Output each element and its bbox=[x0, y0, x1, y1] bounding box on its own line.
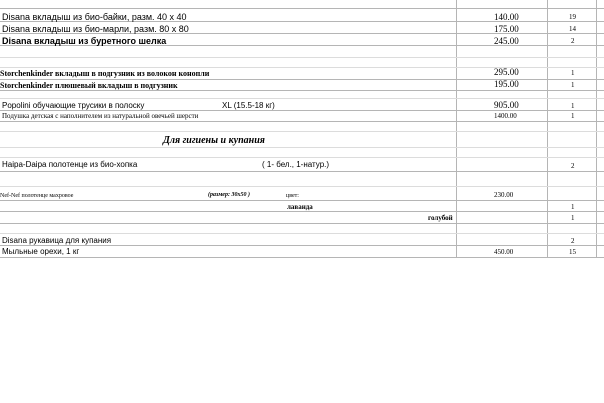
product-name: Haipa-Daipa полотенце из био-хопка bbox=[2, 160, 138, 169]
quantity: 2 bbox=[571, 162, 575, 170]
size-label: XL (15.5-18 кг) bbox=[222, 101, 275, 110]
row-line bbox=[0, 122, 604, 132]
row-line bbox=[0, 91, 604, 99]
product-name: Disana вкладыш из буретного шелка bbox=[2, 36, 167, 46]
color-option: лаванда bbox=[287, 203, 313, 211]
price: 1400.00 bbox=[494, 112, 517, 120]
quantity: 15 bbox=[569, 248, 576, 256]
quantity: 1 bbox=[571, 203, 575, 211]
row-line bbox=[0, 224, 604, 234]
price: 295.00 bbox=[494, 67, 519, 77]
row-line bbox=[0, 212, 604, 224]
price: 195.00 bbox=[494, 79, 519, 89]
row-line bbox=[0, 187, 604, 201]
quantity: 2 bbox=[571, 37, 575, 45]
quantity: 1 bbox=[571, 112, 575, 120]
quantity: 19 bbox=[569, 13, 576, 21]
quantity: 1 bbox=[571, 69, 575, 77]
quantity: 1 bbox=[571, 102, 575, 110]
product-name: Подушка детская с наполнителем из натуральной овечьей шерсти bbox=[2, 112, 199, 120]
row-line bbox=[0, 148, 604, 158]
row-line bbox=[0, 0, 604, 9]
price: 905.00 bbox=[494, 100, 519, 110]
product-name: Мыльные орехи, 1 кг bbox=[2, 247, 80, 256]
color-option: голубой bbox=[428, 214, 453, 222]
quantity: 14 bbox=[569, 25, 576, 33]
product-name: Disana вкладыш из био-марли, разм. 80 x 80 bbox=[2, 24, 189, 34]
price: 140.00 bbox=[494, 12, 519, 22]
quantity: 1 bbox=[571, 214, 575, 222]
product-name: Popolini обучающие трусики в полоску bbox=[2, 101, 145, 110]
product-name: Disana рукавица для купания bbox=[2, 236, 112, 245]
color-detail: ( 1- бел., 1-натур.) bbox=[262, 160, 330, 169]
quantity: 1 bbox=[571, 81, 575, 89]
price: 175.00 bbox=[494, 24, 519, 34]
row-line bbox=[0, 246, 604, 258]
quantity: 2 bbox=[571, 237, 575, 245]
row-line bbox=[0, 132, 604, 148]
product-name: Storchenkinder плюшевый вкладыш в подгузник bbox=[0, 81, 178, 90]
price: 230.00 bbox=[494, 191, 514, 199]
size-label: (размер: 30x50 ) bbox=[208, 192, 250, 198]
price: 450.00 bbox=[494, 248, 514, 256]
row-line bbox=[0, 46, 604, 58]
product-name: Storchenkinder вкладыш в подгузник из волокон конопли bbox=[0, 69, 210, 78]
color-label: цвет: bbox=[286, 193, 299, 199]
price: 245.00 bbox=[494, 36, 519, 46]
section-title: Для гигиены и купания bbox=[163, 135, 265, 146]
row-line bbox=[0, 172, 604, 187]
product-name: Disana вкладыш из био-байки, разм. 40 x 40 bbox=[2, 12, 187, 22]
product-name: Nef-Nef полотенце махровое bbox=[0, 193, 74, 199]
